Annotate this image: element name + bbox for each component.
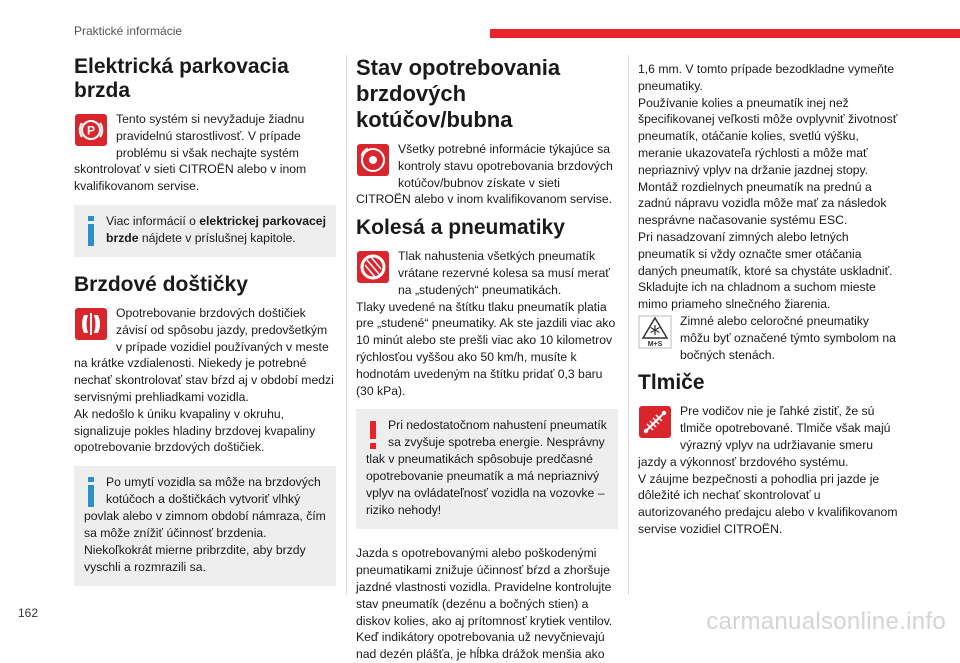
svg-text:P: P — [86, 123, 96, 138]
shock-absorber-icon — [638, 405, 672, 439]
brake-pads-text: Opotrebovanie brzdových doštičiek závisí od spôsobu jazdy, predovšetkým v prípade vozidiel používaných v meste na krátke vzdialenosti. Niekedy je potrebné nechať skontrolovať stav bŕzd aj v období medzi servisnými prehliadkami vozidla. — [74, 305, 334, 404]
winter-tyre-text: Zimné alebo celoročné pneumatiky môžu byť označené týmto symbolom na bočných stenách. — [680, 313, 896, 362]
brake-pads-icon — [74, 307, 108, 341]
info-icon — [84, 215, 98, 247]
section-title-shocks: Tlmiče — [638, 371, 705, 395]
note-suffix: nájdete v príslušnej kapitole. — [138, 230, 296, 245]
header-accent-bar — [490, 29, 960, 38]
section-title-brake-pads: Brzdové doštičky — [74, 272, 248, 296]
column-2 — [356, 55, 618, 663]
shocks-text-2: V záujme bezpečnosti a pohodlia pri jazde je dôležité ich nechať skontrolovať u autorizovaného predajcu alebo v kvalifikovanom servise vozidiel CITROËN. — [638, 471, 898, 536]
wheels-text-4: Keď indikátory opotrebovania už nevyčnievajú nad dezén plášťa, je hĺbka drážok menšia ako — [356, 630, 605, 662]
shocks-text: Pre vodičov nie je ľahké zistiť, že sú tlmiče opotrebované. Tlmiče však majú výrazný vplyv na udržiavanie smeru jazdy a výkonnosť brzdového systému. — [638, 404, 891, 469]
brake-discs-text: Všetky potrebné informácie týkajúce sa kontroly stavu opotrebovania brzdových kotúčov/bubnov získate v sieti CITROËN alebo v inom kvalifikovanom servise. — [356, 142, 613, 207]
note-prefix: Viac informácií o — [106, 213, 200, 228]
column-divider — [346, 55, 347, 595]
watermark: carmanualsonline.info — [706, 608, 946, 635]
wheels-text-p3: Montáž rozdielnych pneumatík na prednú a zadnú nápravu vozidla môže mať za následok nesprávne načasovanie systému ESC. — [638, 179, 887, 228]
brake-pads-note: Po umytí vozidla sa môže na brzdových kotúčoch a doštičkách vytvoriť vlhký povlak alebo v zimnom období námraza, čím sa môže znížiť účinnosť brzdenia. — [84, 475, 326, 541]
wheels-text-2: Tlaky uvedené na štítku tlaku pneumatík platia pre „studené“ pneumatiky. Ak ste jazdili viac ako 10 minút alebo ste prešli viac ako 10 kilometrov rýchlosťou vyššou ako 50 km/h, musíte k hodnotám uvedeným na štítku pridať 0,3 baru (30 kPa). — [356, 299, 616, 398]
wheels-text-continued: 1,6 mm. V tomto prípade bezodkladne vymeňte pneumatiky. — [638, 62, 895, 93]
section-title-brake-discs: Stav opotrebovania brzdových kotúčov/bubna — [356, 55, 561, 132]
brake-pads-text-2: Ak nedošlo k úniku kvapaliny v okruhu, signalizuje pokles hladiny brzdovej kvapaliny opotrebovanie brzdových doštičiek. — [74, 406, 316, 455]
info-note-parking-brake — [74, 205, 336, 257]
wheels-text-3: Jazda s opotrebovanými alebo poškodenými pneumatikami znižuje účinnosť bŕzd a zhoršuje jazdné vlastnosti vozidla. Pravidelne kontrolujte stav pneumatík (dezénu a bočných stien) a diskov kolies, ako aj prítomnosť krytiek ventilov. — [356, 546, 613, 628]
parking-brake-icon — [74, 113, 108, 147]
wheels-text-p4: Pri nasadzovaní zimných alebo letných pneumatík si vždy označte smer otáčania daných pneumatík, ktoré sa chystáte uskladniť. Skladujte ich na chladnom a suchom mieste mimo priameho slnečného žiarenia. — [638, 229, 893, 312]
parking-brake-text: Tento systém si nevyžaduje žiadnu pravidelnú starostlivosť. V prípade problému si však nechajte systém skontrolovať v sieti CITROËN alebo v inom kvalifikovanom servise. — [74, 112, 307, 194]
info-note-brake-pads — [74, 466, 336, 586]
column-divider — [628, 55, 629, 595]
ms-label: M+S — [647, 340, 663, 348]
wheels-text: Tlak nahustenia všetkých pneumatík vrátane rezervné kolesa sa musí merať na „studených“ pneumatikách. — [398, 249, 610, 297]
header-section-title: Praktické informácie — [74, 24, 183, 38]
warning-icon — [366, 419, 380, 451]
page-number: 162 — [18, 606, 39, 620]
section-title-parking-brake: Elektrická parkovacia brzda — [74, 55, 289, 102]
ms-snowflake-icon — [638, 315, 672, 349]
wheels-text-p2: Používanie kolies a pneumatík inej než špecifikovanej veľkosti môže ovplyvniť životnosť pneumatík, otáčanie kolies, svetlú výšku, meranie ukazovateľa rýchlosti a môže mať nepriaznivý vplyv na držanie jazdnej stopy. — [638, 95, 898, 177]
tyre-icon — [356, 250, 390, 284]
section-title-wheels: Kolesá a pneumatiky — [356, 216, 565, 240]
warning-note-tyres — [356, 409, 618, 529]
note-bold: elektrickej parkovacej brzde — [106, 213, 326, 245]
column-1 — [74, 55, 336, 602]
brake-pads-note-2: Niekoľkokrát mierne pribrzdite, aby brzdy vyschli a rozmrazili sa. — [84, 543, 306, 575]
brake-disc-icon — [356, 143, 390, 177]
column-3 — [638, 61, 902, 538]
info-icon — [84, 476, 98, 508]
tyres-warning-text: Pri nedostatočnom nahustení pneumatík sa zvyšuje spotreba energie. Nesprávny tlak v pneumatikách spôsobuje predčasné opotrebovanie pneumatík a má nepriaznivý vplyv na ovládateľnosť vozidla na vozovke – riziko nehody! — [366, 418, 607, 518]
